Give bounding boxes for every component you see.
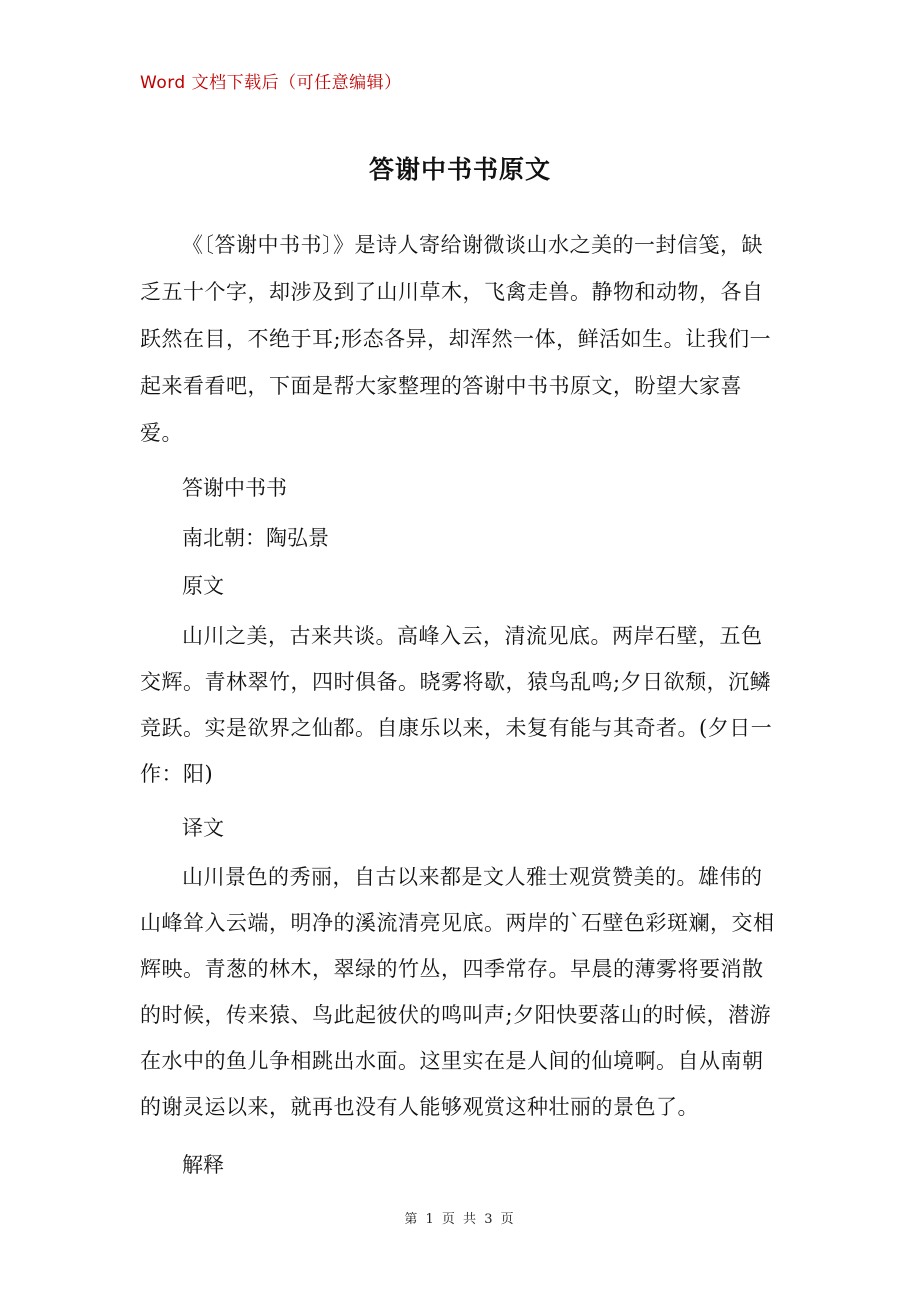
document-title: 答谢中书书原文 xyxy=(368,155,551,184)
intro-paragraph: 《〔答谢中书书〕》是诗人寄给谢微谈山水之美的一封信笺，缺乏五十个字，却涉及到了山川草木，飞禽走兽。静物和动物，各自跃然在目，不绝于耳;形态各异，却浑然一体，鲜活如生。让我们一起来看看吧，下面是帮大家整理的答谢中书书原文，盼望大家喜爱。 xyxy=(140,233,772,445)
poem-title: 答谢中书书 xyxy=(182,476,287,500)
page-indicator: 第 1 页 共 3 页 xyxy=(404,1212,516,1227)
download-note: Word 文档下载后（可任意编辑） xyxy=(140,73,402,93)
original-text: 山川之美，古来共谈。高峰入云，清流见底。两岸石壁，五色交辉。青林翠竹，四时俱备。晓雾将歇，猿鸟乱鸣;夕日欲颓，沉鳞竞跃。实是欲界之仙都。自康乐以来，未复有能与其奇者。(夕日一作：阳) xyxy=(140,624,773,786)
notes-heading: 解释 xyxy=(182,1153,224,1177)
original-heading: 原文 xyxy=(182,574,224,598)
translation-text: 山川景色的秀丽，自古以来都是文人雅士观赏赞美的。雄伟的山峰耸入云端，明净的溪流清亮见底。两岸的`石壁色彩斑斓，交相辉映。青葱的林木，翠绿的竹丛，四季常存。早晨的薄雾将要消散的时候，传来猿、鸟此起彼伏的鸣叫声;夕阳快要落山的时候，潜游在水中的鱼儿争相跳出水面。这里实在是人间的仙境啊。自从南朝的谢灵运以来，就再也没有人能够观赏这种壮丽的景色了。 xyxy=(140,865,775,1119)
poem-author: 南北朝：陶弘景 xyxy=(182,526,329,550)
translation-heading: 译文 xyxy=(182,816,224,840)
